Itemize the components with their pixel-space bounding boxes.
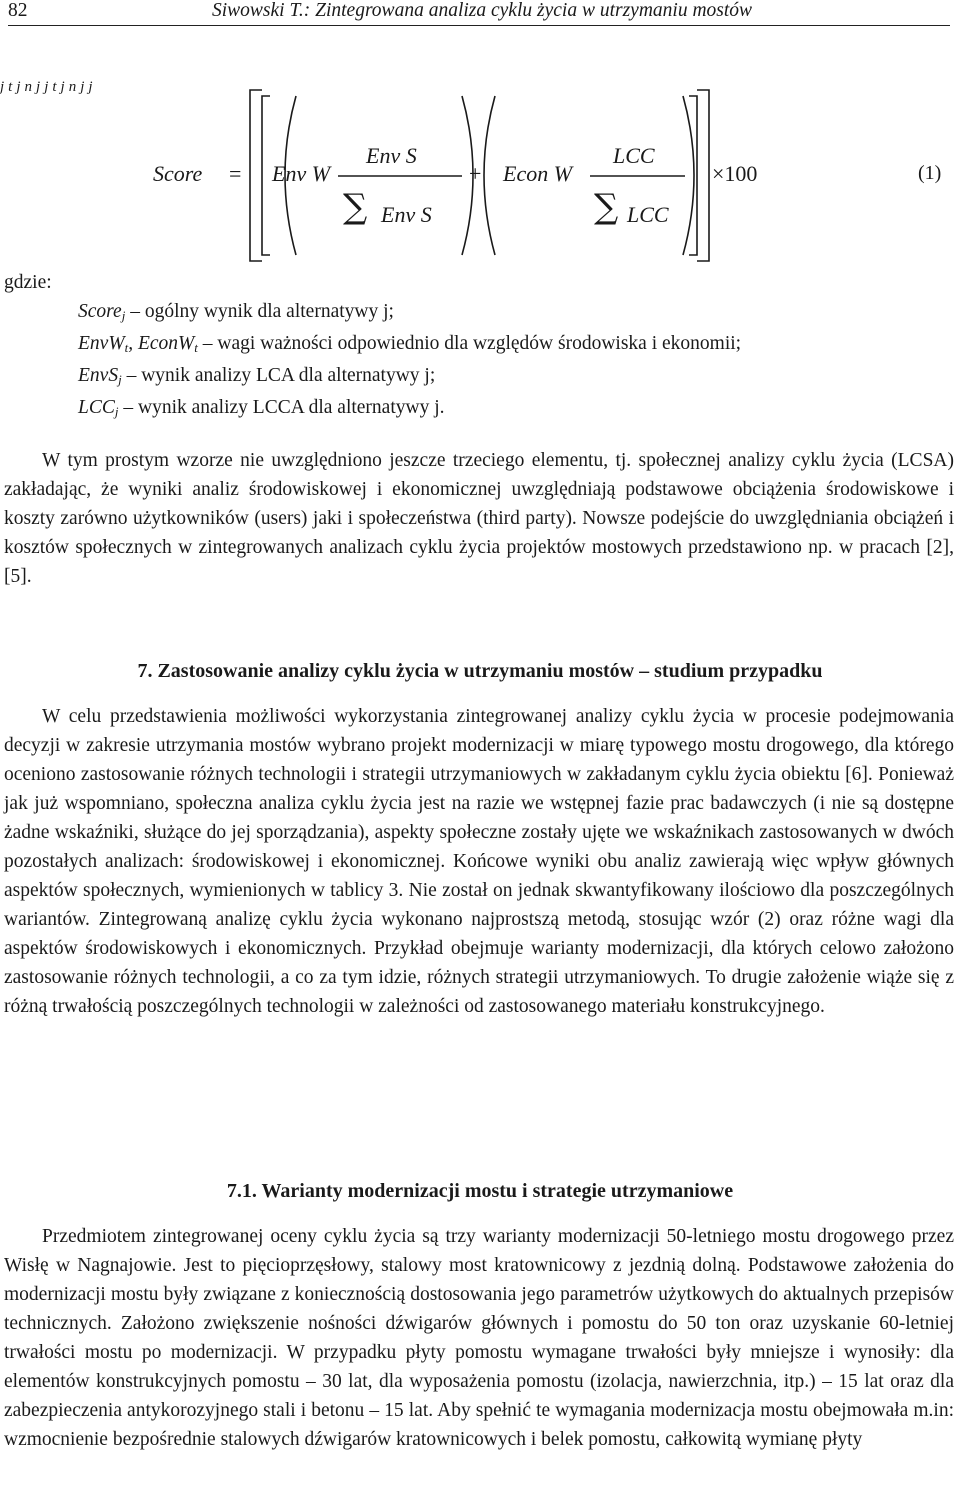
paragraph: W tym prostym wzorze nie uwzględniono jeszcze trzeciego elementu, tj. społecznej analizy cyklu życia (LCSA) zakładając, że wyniki analiz środowiskowej i ekonomicznej uwzględniają podstawowe obciążenia środowiskowe i koszty zarówno użytkowników (users) jaki i społeczeństwa (third party). Nowsze podejście do uwzględniania obciążeń i kosztów społecznych w zintegrowanych analizach cyklu życia projektów mostowych przedstawiono np. w pracach [2], [5]. — [4, 450, 954, 587]
running-header — [8, 0, 950, 30]
eq-sum-lower-right: j — [88, 79, 93, 95]
eq-lcc-den-sub: j — [80, 79, 85, 95]
running-title: Siwowski T.: Zintegrowana analiza cyklu życia w utrzymaniu mostów — [212, 0, 753, 21]
eq-env-s-den: Env S — [381, 202, 432, 227]
sigma-left: ∑ — [343, 187, 368, 227]
legend-list — [78, 298, 741, 426]
eq-score-sub: j — [0, 79, 5, 95]
eq-sum-lower-left: j — [44, 79, 49, 95]
legend-item: EnvSj – wynik analizy LCA dla alternatywy j; — [78, 365, 436, 387]
eq-env-w-sub: t — [8, 79, 13, 95]
eq-env-s-num-sub: j — [16, 79, 21, 95]
paragraph: W celu przedstawienia możliwości wykorzystania zintegrowanej analizy cyklu życia w procesie podejmowania decyzji w zakresie utrzymania mostów wybrano projekt modernizacji w miarę typowego mostu drogowego, dla którego oceniono zastosowanie różnych technologii i strategii utrzymaniowych w zakładanym cyklu życia obiektu [6]. Ponieważ jak już wspomniano, społeczna analiza cyklu życia jest na razie we wstępnej fazie prac badawczych (i nie są dostępne żadne wskaźniki, służące do jej sporządzania), aspekty społeczne zostały ujęte we wskaźnikach zastosowanych w dwóch pozostałych analizach: środowiskowej i ekonomicznej. Końcowe wyniki obu analiz zawierają więc wpływ głównych aspektów społecznych, wymienionych w tablicy 3. Nie został on jednak skwantyfikowany ilościowo dla poszczególnych wariantów. Zintegrowaną analizę cyklu życia wykonano najprostszą metodą, stosując wzór (2) oraz różne wagi dla aspektów środowiskowych i ekonomicznych. Przykład obejmuje warianty modernizacji, dla których celowo założono zastosowanie różnych technologii, a co za tym idzie, różnych strategii utrzymaniowych. To drugie założenie wiąże się z różną trwałością poszczególnych technologii w zależności od zastosowanego materiału konstrukcyjnego. — [4, 706, 954, 1017]
paragraph: Przedmiotem zintegrowanej oceny cyklu życia są trzy warianty modernizacji 50-letniego mostu drogowego przez Wisłę w Nagnajowie. Jest to pięcioprzęsłowy, stalowy most kratownicowy z jezdnią dolną. Podstawowe założenia do modernizacji mostu były związane z koniecznością dostosowania jego parametrów użytkowych do aktualnych przepisów technicznych. Założono zwiększenie nośności dźwigarów głównych i pomostu do 50 ton oraz uzyskanie 60-letniej trwałości mostu po modernizacji. W przypadku płyty pomostu wymagane trwałości były mniejsze i wynosiły: dla elementów konstrukcyjnych pomostu – 30 lat, dla wyposażenia pomostu (izolacja, nawierzchnia, itp.) – 15 lat oraz dla zabezpieczenia antykorozyjnego stali i betonu – 15 lat. Aby spełnić te wymagania modernizacja mostu obejmowała m.in: wzmocnienie bezpośrednie stalowych dźwigarów kratownicowych i belek pomostu, całkowitą wymianę płyty — [4, 1226, 954, 1450]
header-rule — [8, 25, 950, 26]
eq-env-w: Env W — [272, 161, 331, 186]
page-number: 82 — [8, 0, 28, 21]
equation-1 — [0, 78, 960, 278]
legend-intro: gdzie: — [4, 272, 52, 293]
eq-env-s-num: Env S — [366, 143, 417, 168]
eq-econ-w-sub: t — [52, 79, 57, 95]
eq-plus: + — [469, 161, 482, 186]
sigma-right: ∑ — [594, 187, 619, 227]
eq-times-100: ×100 — [712, 161, 758, 186]
eq-lcc-den: LCC — [627, 202, 669, 227]
legend-item: LCCj – wynik analizy LCCA dla alternatywy j. — [78, 397, 445, 419]
eq-econ-w: Econ W — [503, 161, 573, 186]
eq-equals: = — [229, 161, 242, 186]
eq-lcc-num-sub: j — [60, 79, 65, 95]
eq-sum-upper-left: n — [24, 79, 33, 95]
legend-item: EnvWt, EconWt – wagi ważności odpowiednio dla względów środowiska i ekonomii; — [78, 333, 742, 355]
legend-item: Scorej – ogólny wynik dla alternatywy j; — [78, 301, 394, 323]
eq-env-s-den-sub: j — [36, 79, 41, 95]
section-heading: 7. Zastosowanie analizy cyklu życia w utrzymaniu mostów – studium przypadku — [137, 660, 823, 682]
eq-sum-upper-right: n — [68, 79, 77, 95]
subsection-heading: 7.1. Warianty modernizacji mostu i strategie utrzymaniowe — [226, 1180, 734, 1202]
eq-lcc-num: LCC — [613, 143, 655, 168]
eq-score: Score — [153, 161, 203, 186]
equation-number: (1) — [918, 162, 942, 184]
